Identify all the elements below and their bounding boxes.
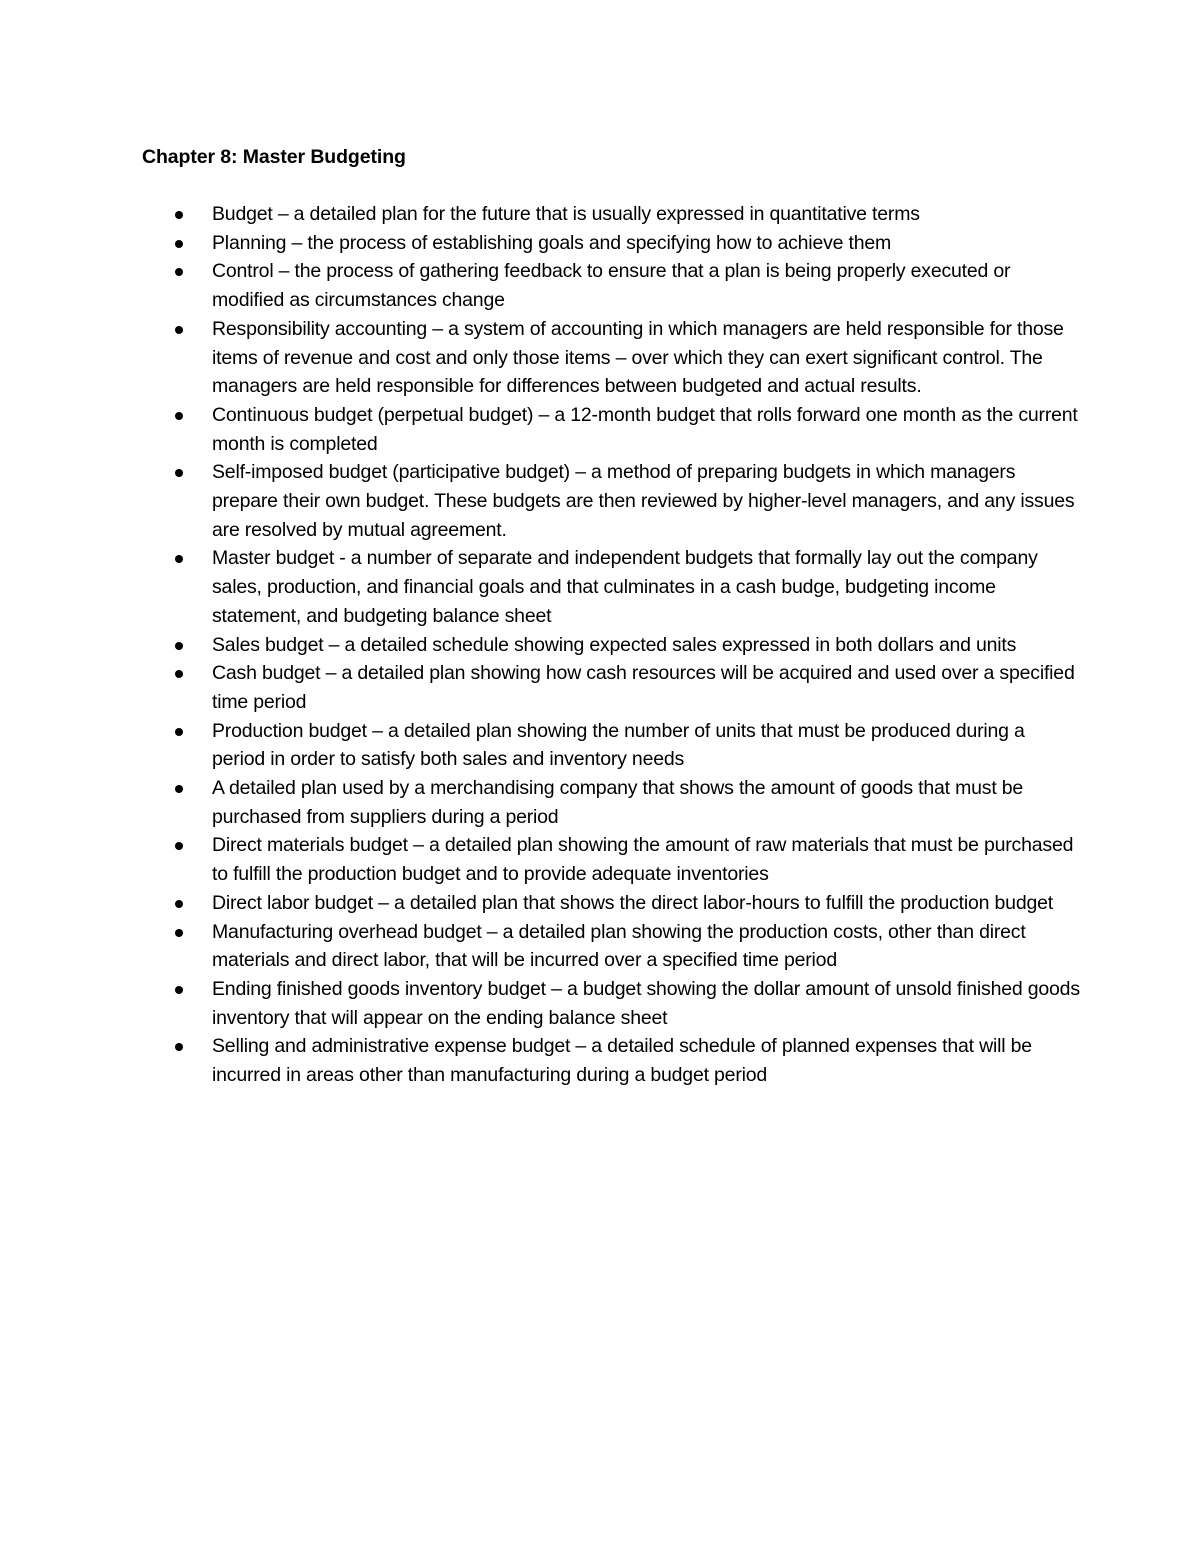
list-item [142,257,1082,314]
list-item [142,774,1082,831]
bullet-icon [175,900,183,908]
term-definition: Planning – the process of establishing goals and specifying how to achieve them [212,231,892,254]
list-item [142,544,1082,630]
list-item [142,458,1082,544]
term-definition: Continuous budget (perpetual budget) – a 12-month budget that rolls forward one month as the current month is completed [212,403,1078,455]
term-definition: Sales budget – a detailed schedule showing expected sales expressed in both dollars and units [212,633,1017,656]
term-definition: Budget – a detailed plan for the future that is usually expressed in quantitative terms [212,203,920,225]
bullet-icon [175,1043,183,1051]
bullet-icon [175,211,183,219]
list-item [142,229,1082,258]
page-title: Chapter 8: Master Budgeting [142,146,406,168]
term-definition: Responsibility accounting – a system of accounting in which managers are held responsible for those items of revenue and cost and only those items – over which they can exert significant control. The managers are held responsible for differences between budgeted and actual results. [212,317,1064,398]
bullet-icon [175,986,183,994]
bullet-icon [175,268,183,276]
list-item [142,889,1082,918]
bullet-icon [175,326,183,334]
term-definition: Master budget - a number of separate and independent budgets that formally lay out the company sales, production, and financial goals and that culminates in a cash budge, budgeting income statement, and budgeting balance sheet [212,547,1038,627]
term-definition: Self-imposed budget (participative budget) – a method of preparing budgets in which managers prepare their own budget. These budgets are then reviewed by higher-level managers, and any issues are resolved by mutual agreement. [212,461,1075,541]
list-item [142,200,1082,229]
list-item [142,401,1082,458]
term-definition: Production budget – a detailed plan showing the number of units that must be produced during a period in order to satisfy both sales and inventory needs [212,719,1025,771]
term-definition: Control – the process of gathering feedback to ensure that a plan is being properly executed or modified as circumstances change [212,260,1011,312]
term-definition: A detailed plan used by a merchandising company that shows the amount of goods that must be purchased from suppliers during a period [212,777,1024,828]
list-item [142,918,1082,975]
list-item [142,631,1082,660]
bullet-icon [175,240,183,248]
term-definition: Direct materials budget – a detailed plan showing the amount of raw materials that must be purchased to fulfill the production budget and to provide adequate inventories [212,834,1074,886]
list-item [142,659,1082,716]
bullet-icon [175,670,183,678]
bullet-icon [175,555,183,563]
term-definition: Selling and administrative expense budget – a detailed schedule of planned expenses that will be incurred in areas other than manufacturing during a budget period [212,1035,1032,1087]
list-item [142,717,1082,774]
term-definition: Cash budget – a detailed plan showing how cash resources will be acquired and used over a specified time period [212,662,1075,713]
bullet-icon [175,785,183,793]
term-list [142,200,1082,1090]
term-definition: Ending finished goods inventory budget – a budget showing the dollar amount of unsold finished goods inventory that will appear on the ending balance sheet [212,977,1080,1029]
bullet-icon [175,412,183,420]
term-definition: Manufacturing overhead budget – a detailed plan showing the production costs, other than direct materials and direct labor, that will be incurred over a specified time period [212,920,1026,972]
bullet-icon [175,642,183,650]
bullet-icon [175,842,183,850]
bullet-icon [175,929,183,937]
list-item [142,315,1082,401]
bullet-icon [175,728,183,736]
term-definition: Direct labor budget – a detailed plan that shows the direct labor-hours to fulfill the production budget [212,891,1053,914]
list-item [142,975,1082,1032]
bullet-icon [175,469,183,477]
list-item [142,1032,1082,1089]
list-item [142,831,1082,888]
